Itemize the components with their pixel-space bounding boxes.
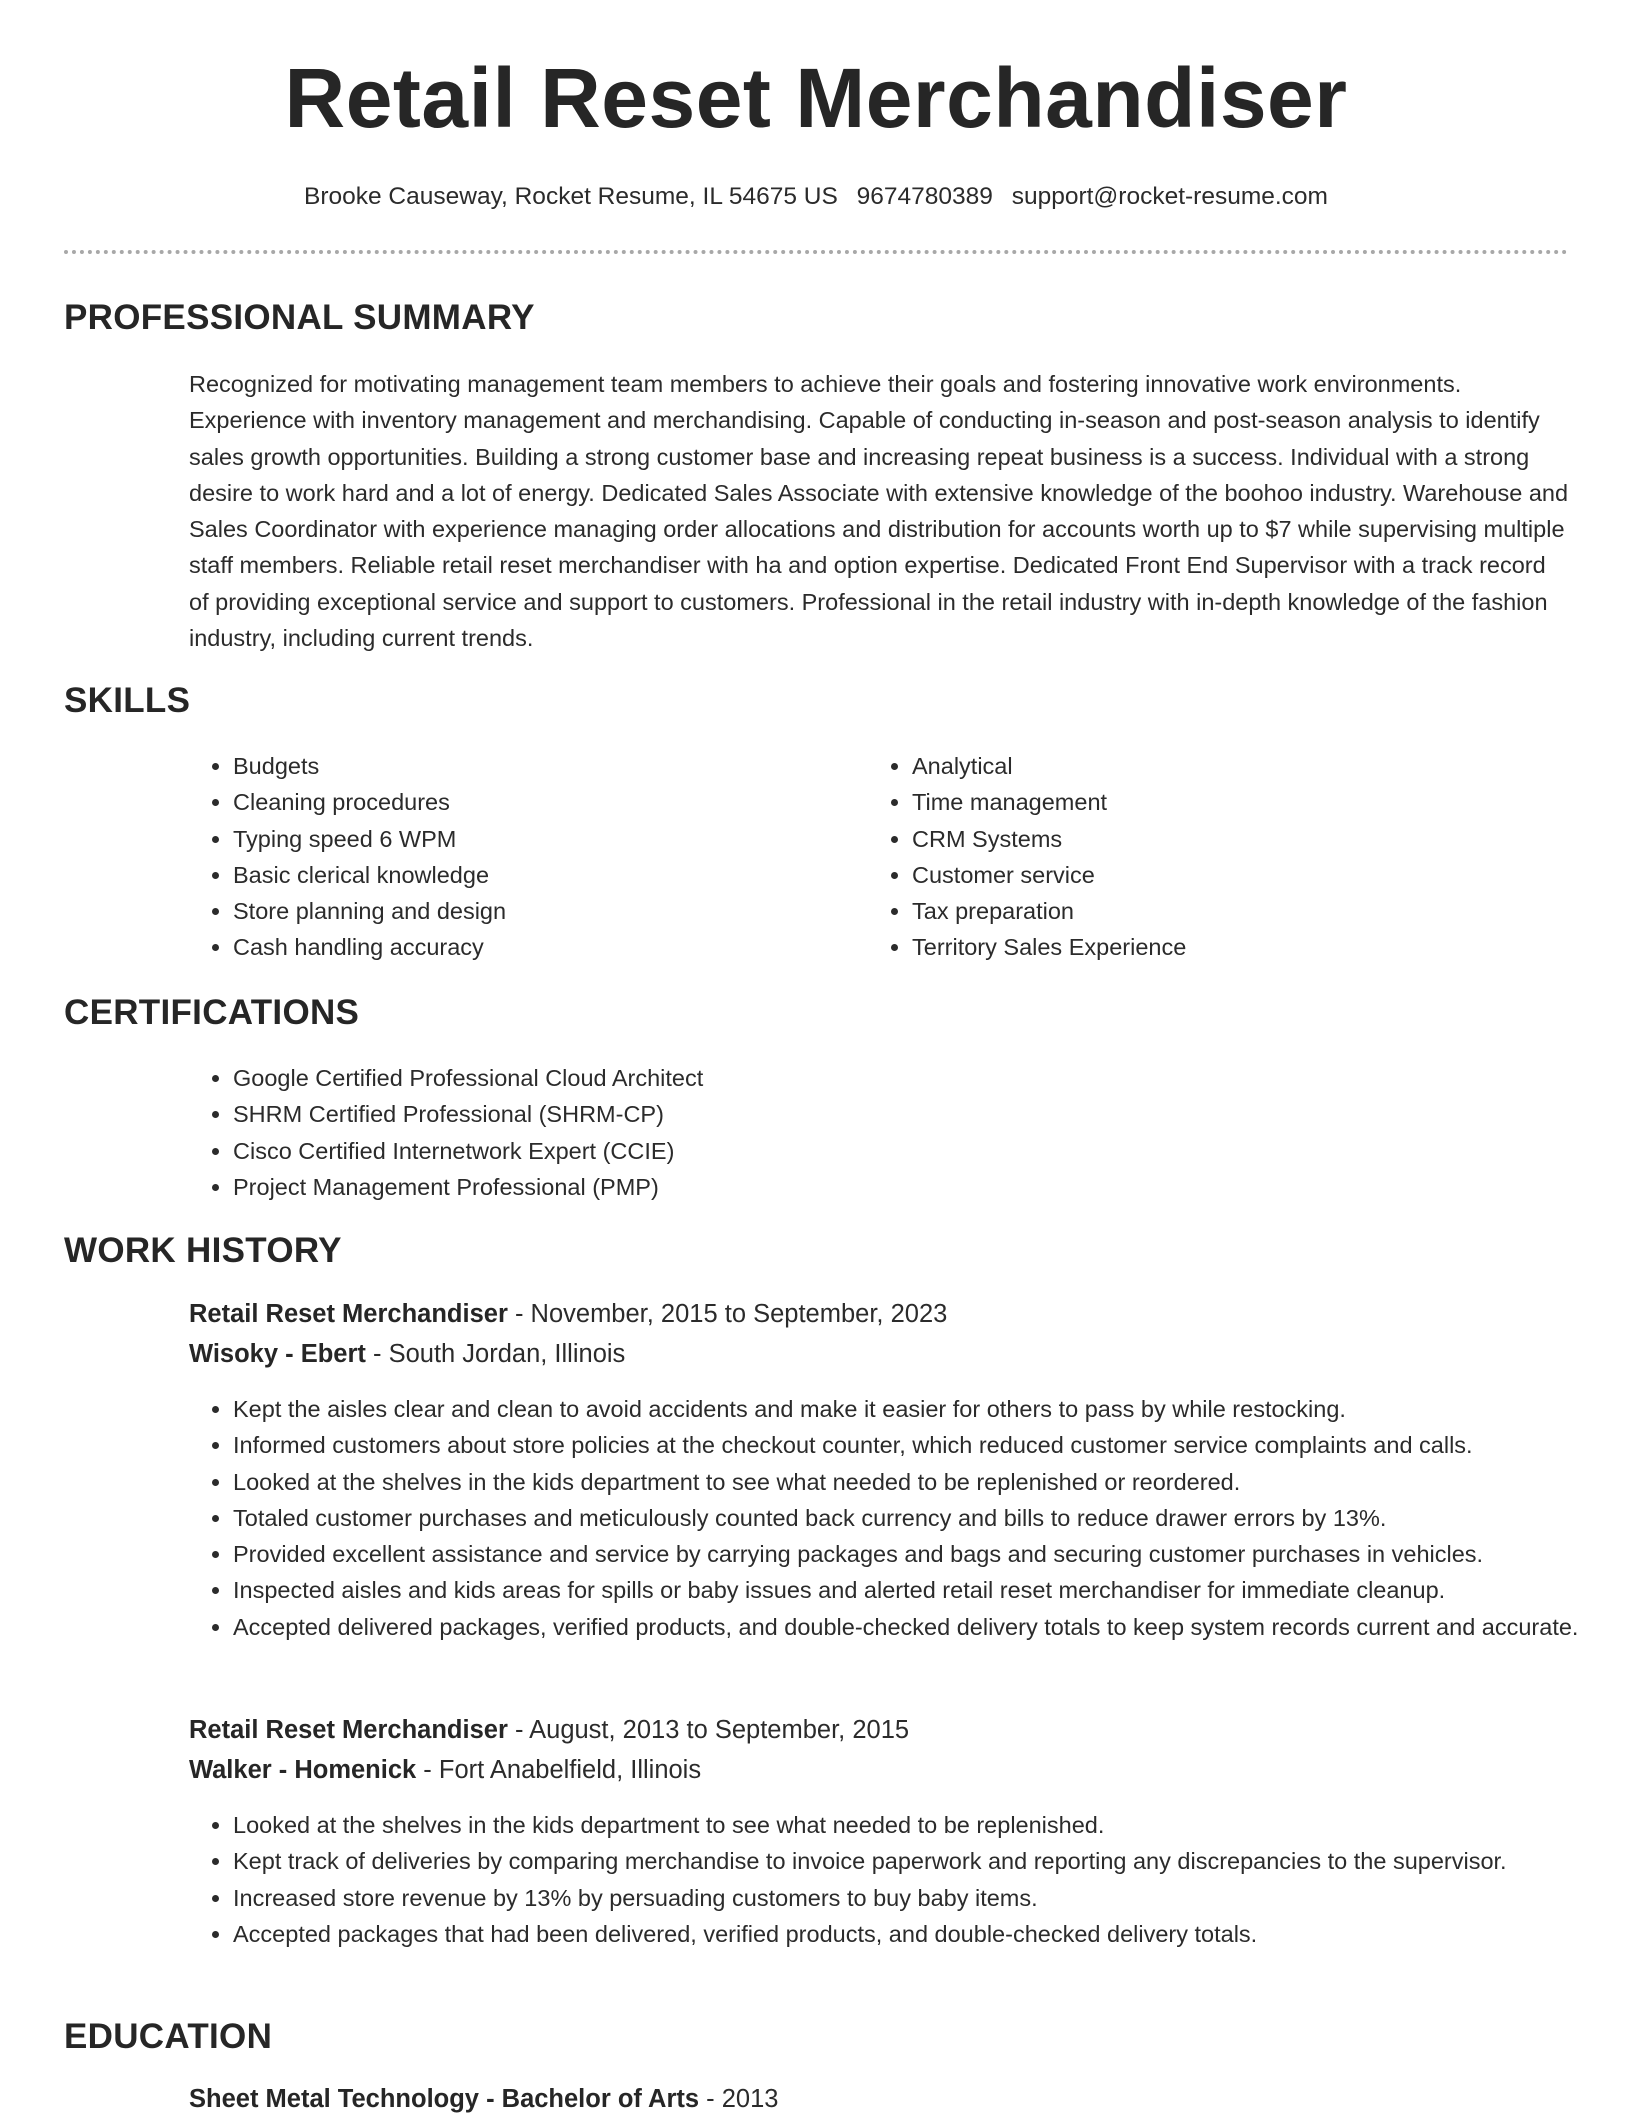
- list-item: • Cash handling accuracy: [233, 929, 853, 965]
- job-role: Retail Reset Merchandiser: [189, 1300, 508, 1328]
- section-title-work-history: WORK HISTORY: [64, 1231, 342, 1270]
- list-item: • Informed customers about store policies at the checkout counter, which reduced customer service complaints and calls.: [233, 1427, 1613, 1463]
- section-title-skills: SKILLS: [64, 681, 191, 720]
- contact-address: Brooke Causeway, Rocket Resume, IL 54675 US: [304, 183, 838, 210]
- job-company: Wisoky - Ebert: [189, 1340, 366, 1368]
- list-item: • Looked at the shelves in the kids department to see what needed to be replenished.: [233, 1807, 1613, 1843]
- list-item: • Looked at the shelves in the kids department to see what needed to be replenished or reordered.: [233, 1464, 1613, 1500]
- list-item: • Increased store revenue by 13% by persuading customers to buy baby items.: [233, 1880, 1613, 1916]
- education-degree: Sheet Metal Technology - Bachelor of Arts: [189, 2085, 700, 2113]
- section-title-certifications: CERTIFICATIONS: [64, 993, 360, 1032]
- section-title-summary: PROFESSIONAL SUMMARY: [64, 298, 535, 337]
- list-item: • CRM Systems: [912, 821, 1532, 857]
- list-item: • Customer service: [912, 857, 1532, 893]
- list-item: • Accepted packages that had been delivered, verified products, and double-checked delivery totals.: [233, 1916, 1613, 1952]
- education-line: [189, 2085, 778, 2114]
- contact-email[interactable]: support@rocket-resume.com: [1011, 183, 1328, 210]
- job-company-line: [189, 1340, 625, 1369]
- list-item: • Accepted delivered packages, verified products, and double-checked delivery totals to keep system records current and accurate.: [233, 1609, 1613, 1645]
- list-item: • Cleaning procedures: [233, 784, 853, 820]
- job-title-line: [189, 1716, 909, 1745]
- list-item: • Inspected aisles and kids areas for spills or baby issues and alerted retail reset merchandiser for immediate cleanup.: [233, 1572, 1613, 1608]
- list-item: • Cisco Certified Internetwork Expert (CCIE): [233, 1133, 1533, 1169]
- list-item: • Google Certified Professional Cloud Architect: [233, 1060, 1533, 1096]
- section-title-education: EDUCATION: [64, 2017, 273, 2056]
- job-role: Retail Reset Merchandiser: [189, 1716, 508, 1744]
- skills-list-left: [189, 748, 853, 966]
- list-item: • Tax preparation: [912, 893, 1532, 929]
- list-item: • Typing speed 6 WPM: [233, 821, 853, 857]
- list-item: • Basic clerical knowledge: [233, 857, 853, 893]
- list-item: • Territory Sales Experience: [912, 929, 1532, 965]
- job-location: - Fort Anabelfield, Illinois: [416, 1756, 702, 1784]
- job-bullets: [189, 1807, 1613, 1952]
- job-company: Walker - Homenick: [189, 1756, 417, 1784]
- list-item: • Store planning and design: [233, 893, 853, 929]
- list-item: • Analytical: [912, 748, 1532, 784]
- job-title-line: [189, 1300, 947, 1329]
- list-item: • Totaled customer purchases and meticulously counted back currency and bills to reduce drawer errors by 13%.: [233, 1500, 1613, 1536]
- candidate-name: Retail Reset Merchandiser: [284, 51, 1348, 145]
- job-dates: - August, 2013 to September, 2015: [507, 1716, 910, 1744]
- list-item: • SHRM Certified Professional (SHRM-CP): [233, 1096, 1533, 1132]
- job-dates: - November, 2015 to September, 2023: [507, 1300, 948, 1328]
- summary-text: Recognized for motivating management team members to achieve their goals and fostering innovative work environments. Experience with inventory management and merchandising. Capable of conducting in-season and post-season analysis to identify sales growth opportunities. Building a strong customer base and increasing repeat business is a success. Individual with a strong desire to work hard and a lot of energy. Dedicated Sales Associate with extensive knowledge of the boohoo industry. Warehouse and Sales Coordinator with experience managing order allocations and distribution for accounts worth up to $7 while supervising multiple staff members. Reliable retail reset merchandiser with ha and option expertise. Dedicated Front End Supervisor with a track record of providing exceptional service and support to customers. Professional in the retail industry with in-depth knowledge of the fashion industry, including current trends.: [189, 371, 1569, 652]
- education-year: - 2013: [699, 2085, 779, 2113]
- job-company-line: [189, 1756, 701, 1785]
- list-item: • Project Management Professional (PMP): [233, 1169, 1533, 1205]
- job-bullets: [189, 1391, 1613, 1645]
- list-item: • Kept the aisles clear and clean to avoid accidents and make it easier for others to pass by while restocking.: [233, 1391, 1613, 1427]
- skills-list-right: [868, 748, 1532, 966]
- certifications-list: [189, 1060, 1533, 1205]
- job-location: - South Jordan, Illinois: [365, 1340, 626, 1368]
- list-item: • Budgets: [233, 748, 853, 784]
- list-item: • Kept track of deliveries by comparing merchandise to invoice paperwork and reporting any discrepancies to the supervisor.: [233, 1843, 1613, 1879]
- list-item: • Time management: [912, 784, 1532, 820]
- contact-line: [0, 183, 1632, 211]
- header-divider: [64, 250, 1568, 254]
- contact-phone: 9674780389: [856, 183, 993, 210]
- list-item: • Provided excellent assistance and service by carrying packages and bags and securing customer purchases in vehicles.: [233, 1536, 1613, 1572]
